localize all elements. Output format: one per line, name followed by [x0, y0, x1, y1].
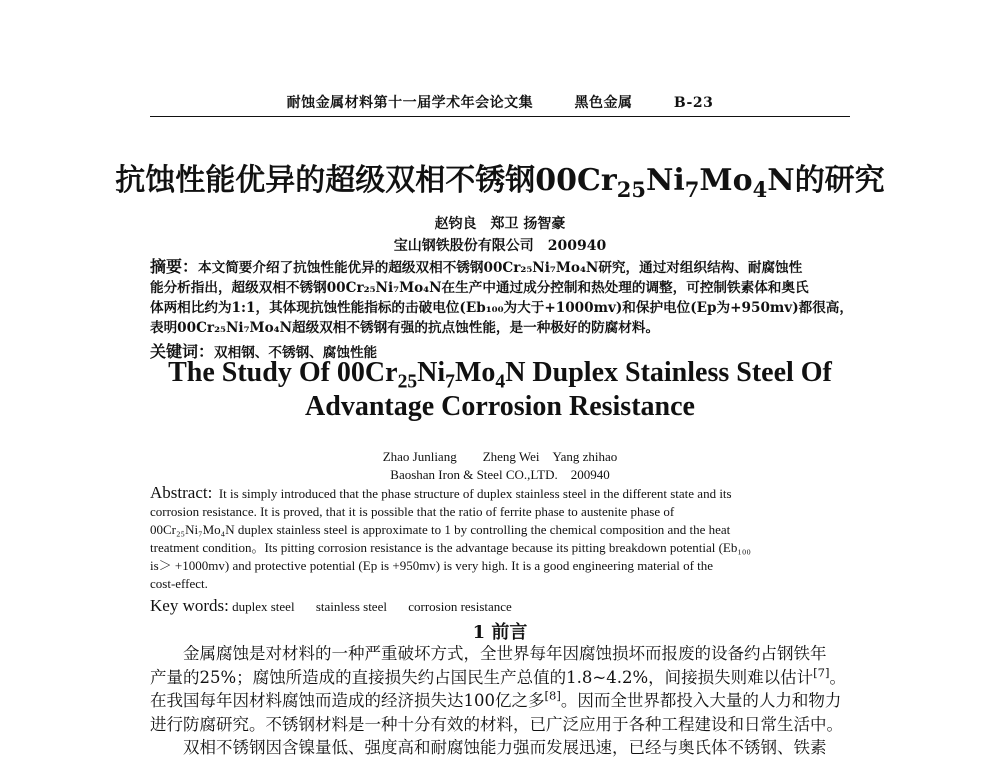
en-abstract-line: is＞ +1000mv) and protective potential (Ep is +950mv) is very high. It is a good engineering material of the — [150, 558, 714, 573]
running-header — [150, 92, 850, 112]
cn-keywords-label: 关键词： — [150, 342, 215, 361]
en-title-sub: 4 — [495, 371, 506, 393]
chinese-affiliation: 宝山钢铁股份有限公司 200940 — [393, 238, 607, 254]
citation-ref[interactable]: [8] — [544, 688, 561, 703]
body-line — [150, 666, 860, 690]
english-affiliation: Baoshan Iron & Steel CO.,LTD. 200940 — [390, 467, 610, 482]
page-code: B-23 — [673, 95, 714, 111]
section-category: 黑色金属 — [574, 95, 633, 111]
cn-title-sub: 25 — [616, 177, 646, 202]
body-text-span: 。因而全世界都投入大量的人力和物力 — [560, 691, 842, 710]
cn-abstract-line: 能分析指出，超级双相不锈钢00Cr₂₅Ni₇Mo₄N在生产中通过成分控制和热处理的调整，可控制铁素体和奥氏 — [150, 280, 809, 296]
body-line: 进行防腐研究。不锈钢材料是一种十分有效的材料，已广泛应用于各种工程建设和日常生活中。 — [150, 714, 843, 734]
chinese-authors: 赵钧良 郑卫 扬智豪 — [434, 216, 566, 232]
body-line: 金属腐蚀是对材料的一种严重破坏方式，全世界每年因腐蚀损坏而报废的设备约占钢铁年 — [183, 644, 827, 663]
header-rule — [150, 116, 850, 117]
cn-keywords-list: 双相钢、不锈钢、腐蚀性能 — [214, 345, 378, 361]
cn-abstract-line: 本文简要介绍了抗蚀性能优异的超级双相不锈钢00Cr₂₅Ni₇Mo₄N研究，通过对组织结构、耐腐蚀性 — [198, 260, 803, 276]
body-line — [150, 689, 860, 713]
proceedings-title: 耐蚀金属材料第十一届学术年会论文集 — [286, 95, 534, 111]
en-abstract-line: corrosion resistance. It is proved, that it is possible that the ratio of ferrite phase to austenite phase of — [150, 504, 675, 519]
cn-abstract-line: 表明00Cr₂₅Ni₇Mo₄N超级双相不锈钢有强的抗点蚀性能，是一种极好的防腐材料。 — [150, 320, 660, 336]
en-abstract-line: 00Cr₂₅Ni₇Mo₄N duplex stainless steel is approximate to 1 by controlling the chemical composition and the heat — [150, 522, 731, 537]
body-text-span: 。 — [829, 667, 847, 687]
en-title-sub: 25 — [397, 371, 418, 393]
en-abstract-line: treatment condition。Its pitting corrosion resistance is the advantage because its pitting breakdown potential (Eb₁₀₀ — [150, 540, 751, 555]
cn-title-text: N的研究 — [767, 163, 885, 198]
body-text — [150, 642, 860, 760]
en-title-text: Ni — [417, 357, 446, 388]
en-keyword: duplex steel — [232, 599, 295, 614]
en-title-sub: 7 — [445, 371, 455, 393]
english-abstract — [150, 484, 850, 593]
cn-title-text: Ni — [645, 163, 685, 198]
section-heading: 1 前言 — [472, 622, 528, 643]
english-authors: Zhao Junliang Zheng Wei Yang zhihao — [382, 449, 618, 464]
en-abstract-line: It is simply introduced that the phase structure of duplex stainless steel in the different state and its — [218, 486, 732, 501]
cn-title-sub: 4 — [752, 177, 768, 202]
en-keywords-label: Key words: — [150, 596, 229, 615]
body-text-span: 在我国每年因材料腐蚀而造成的经济损失达100亿之多 — [150, 691, 545, 710]
english-keywords — [150, 596, 850, 616]
cn-abstract-label: 摘要： — [150, 257, 199, 276]
en-abstract-label: Abstract: — [150, 483, 213, 502]
en-keyword: corrosion resistance — [408, 599, 512, 614]
en-keyword: stainless steel — [315, 599, 387, 614]
english-title — [100, 356, 900, 424]
en-title-text: The Study Of 00Cr — [168, 357, 398, 388]
chinese-abstract — [150, 257, 853, 338]
chinese-title — [100, 155, 900, 202]
body-text-span: 产量的25%；腐蚀所造成的直接损失约占国民生产总值的1.8~4.2%，间接损失则难以估计 — [150, 667, 814, 687]
en-title-line1 — [100, 356, 900, 393]
citation-ref[interactable]: [7] — [813, 665, 830, 679]
cn-title-text: 抗蚀性能优异的超级双相不锈钢00Cr — [115, 163, 617, 198]
en-abstract-line: cost-effect. — [150, 576, 208, 591]
en-title-text: N Duplex Stainless Steel Of — [505, 357, 832, 388]
body-line: 双相不锈钢因含镍量低、强度高和耐腐蚀能力强而发展迅速，已经与奥氏体不锈钢、铁素 — [183, 738, 827, 757]
cn-title-sub: 7 — [684, 177, 700, 202]
en-title-line2: Advantage Corrosion Resistance — [305, 391, 695, 422]
cn-title-text: Mo — [699, 163, 753, 198]
en-title-text: Mo — [454, 357, 496, 388]
cn-abstract-line: 体两相比约为1:1，其体现抗蚀性能指标的击破电位(Eb₁₀₀为大于+1000mv)和保护电位(Ep为+950mv)都很高， — [150, 300, 853, 316]
